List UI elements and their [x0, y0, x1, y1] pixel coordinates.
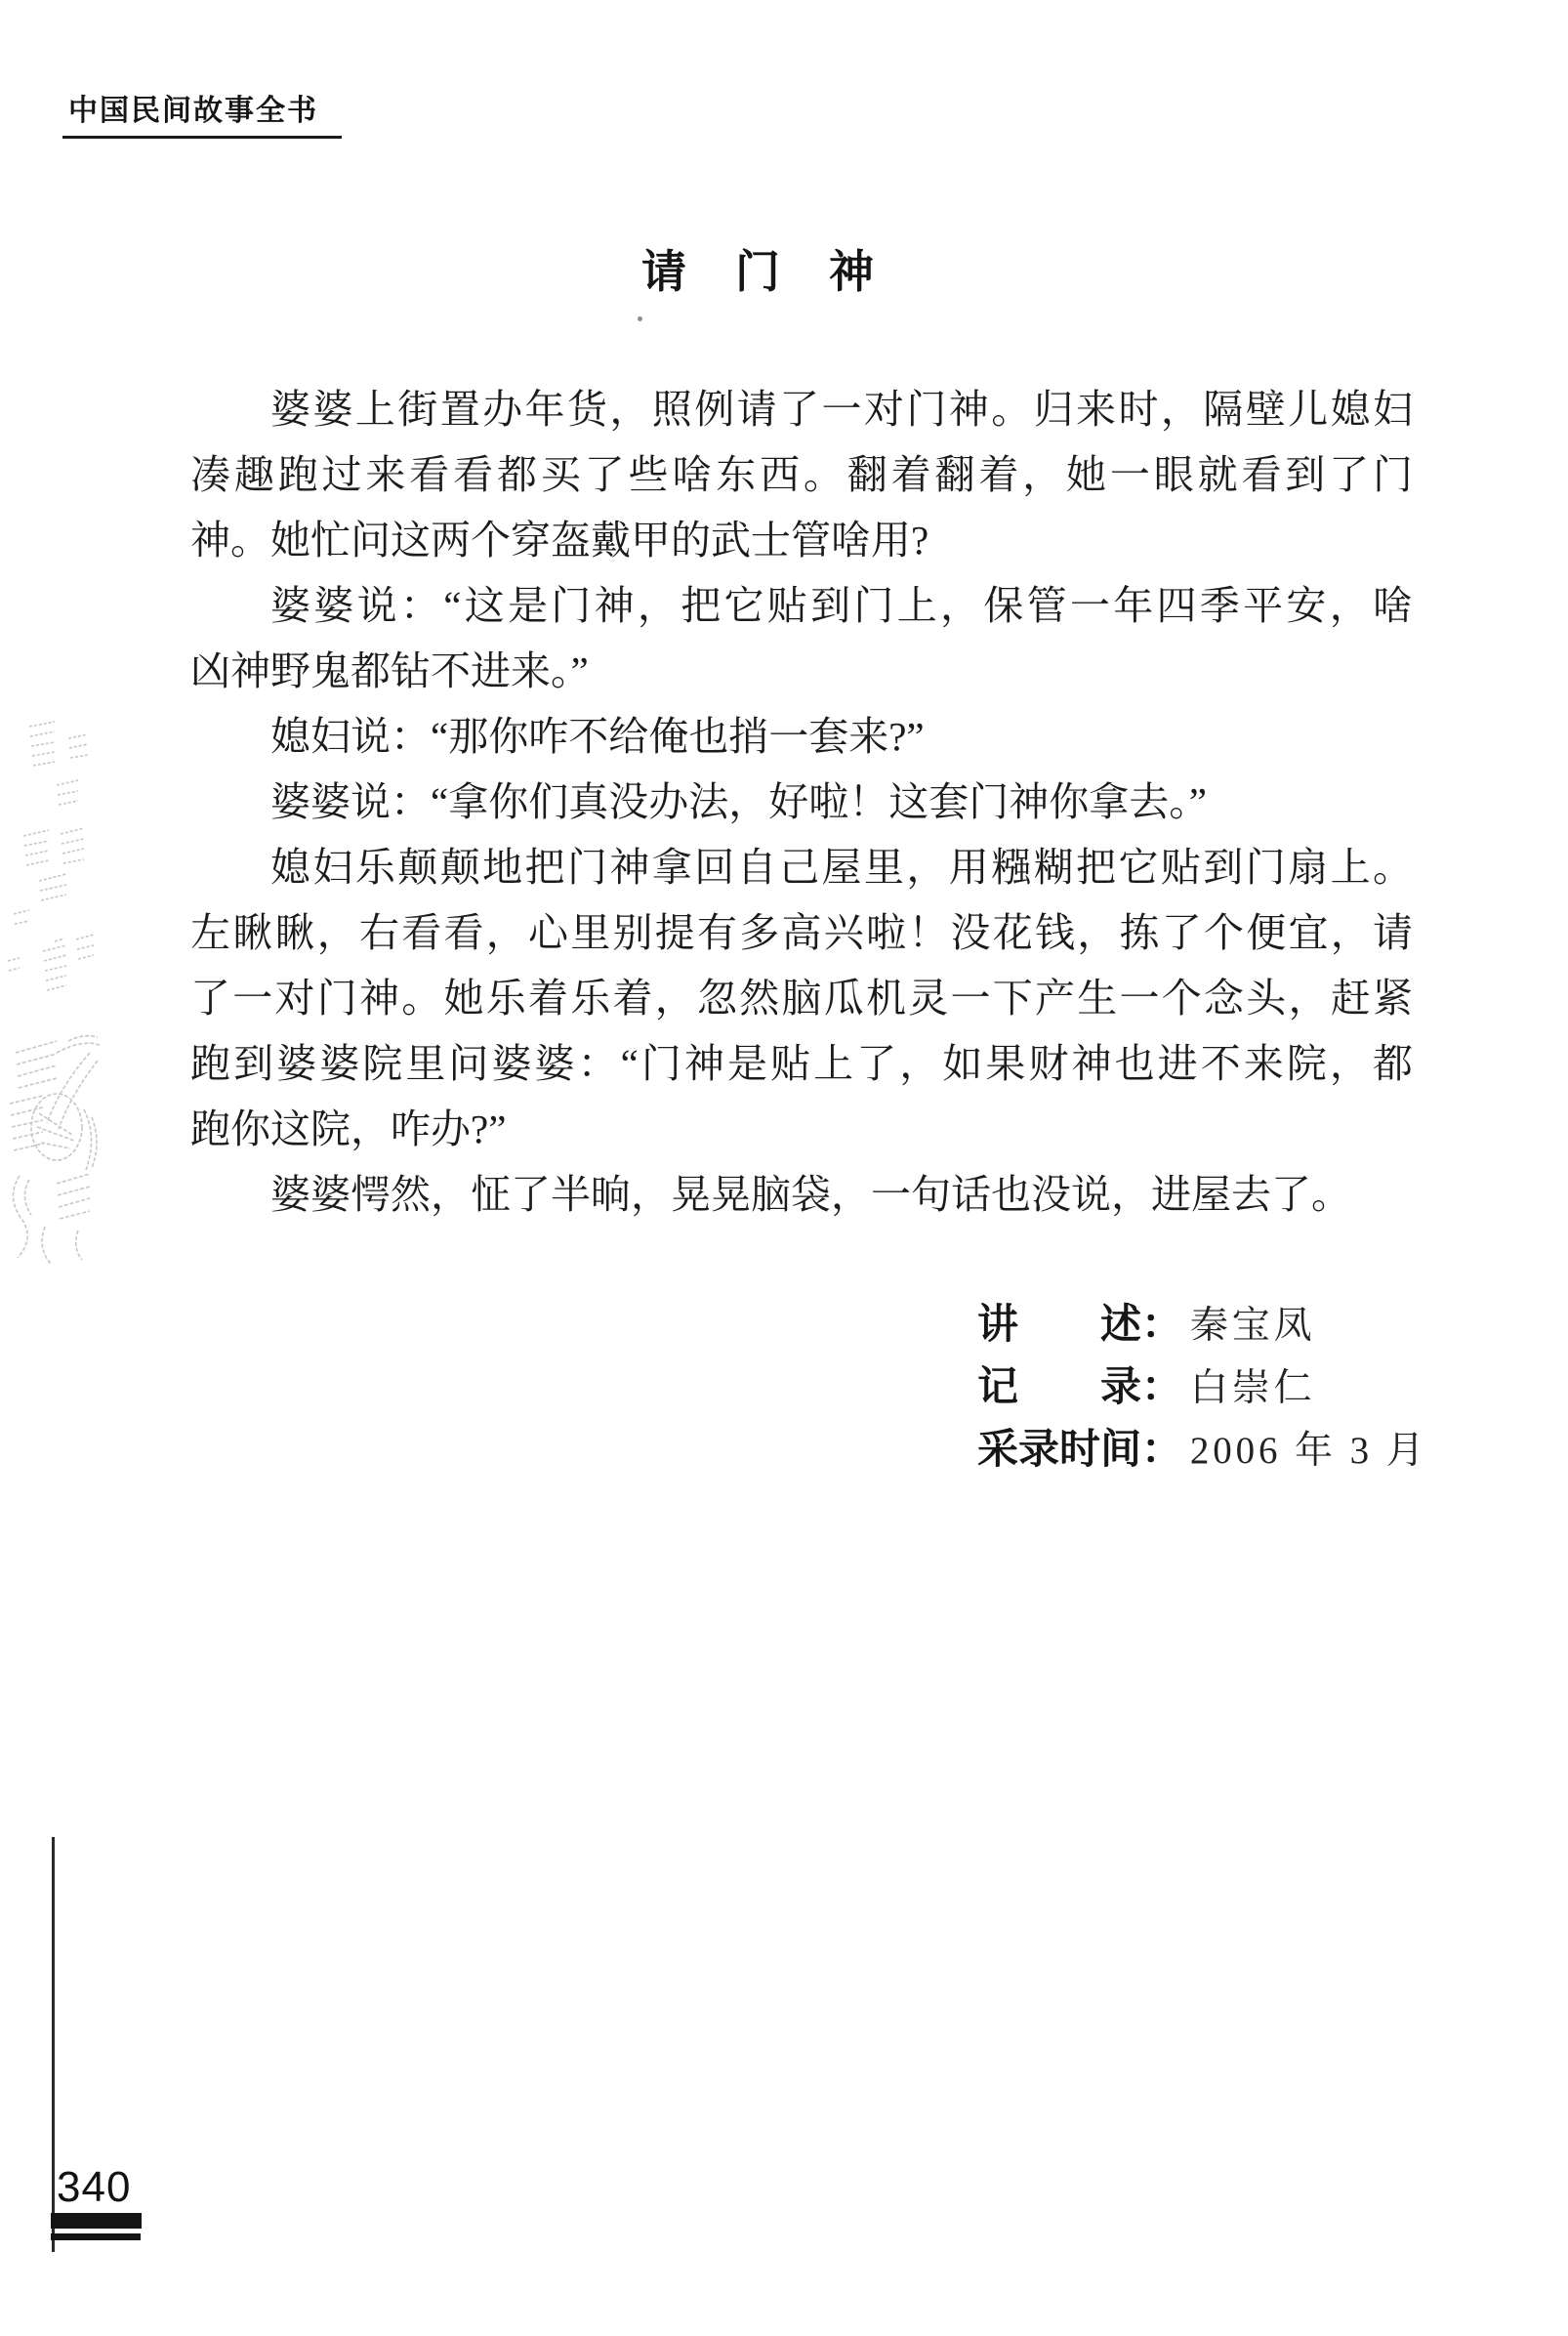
story-body: [190, 377, 1413, 1228]
story-line: 媳妇乐颠颠地把门神拿回自己屋里，用糨糊把它贴到门扇上。: [270, 845, 1413, 890]
story-paragraph: [190, 835, 1413, 1162]
story-paragraph: [190, 1162, 1413, 1228]
footer-bar-thick: [51, 2213, 142, 2229]
story-paragraph: [190, 573, 1413, 704]
attribution-row: [977, 1293, 1428, 1356]
story-line: 跑到婆婆院里问婆婆：“门神是贴上了，如果财神也进不来院，都: [190, 1041, 1413, 1086]
story-paragraph: [190, 377, 1413, 573]
story-line: 媳妇说：“那你咋不给俺也捎一套来?”: [270, 714, 925, 759]
attribution-block: [977, 1293, 1428, 1481]
attribution-row: [977, 1356, 1428, 1418]
attribution-value: 秦宝凤: [1189, 1305, 1316, 1347]
story-line: 跑你这院，咋办?”: [190, 1106, 507, 1151]
crop-mark-line: [52, 1837, 55, 2252]
page-number: 340: [57, 2163, 132, 2211]
story-line: 神。她忙问这两个穿盔戴甲的武士管啥用?: [190, 518, 929, 563]
story-title: 请 门 神: [641, 246, 876, 297]
story-paragraph: [190, 770, 1413, 835]
running-head: 中国民间故事全书: [62, 86, 342, 139]
story-line: 凶神野鬼都钻不进来。”: [190, 648, 589, 693]
attribution-label: 采录时间：: [977, 1426, 1183, 1472]
attribution-row: [977, 1418, 1428, 1481]
story-line: 婆婆上街置办年货，照例请了一对门神。归来时，隔壁儿媳妇: [270, 387, 1413, 432]
scan-artifact-dot: [638, 316, 642, 321]
story-line: 左瞅瞅，右看看，心里别提有多高兴啦！没花钱，拣了个便宜，请: [190, 910, 1413, 955]
attribution-value: 白崇仁: [1189, 1367, 1316, 1409]
story-paragraph: [190, 704, 1413, 770]
story-line: 了一对门神。她乐着乐着，忽然脑瓜机灵一下产生一个念头，赶紧: [190, 976, 1413, 1021]
attribution-label: 记 录：: [977, 1363, 1183, 1409]
attribution-label: 讲 述：: [977, 1301, 1183, 1347]
footer-bar-thin: [51, 2233, 141, 2240]
attribution-value: 2006 年 3 月: [1189, 1430, 1428, 1472]
story-line: 婆婆说：“拿你们真没办法，好啦！这套门神你拿去。”: [270, 779, 1207, 824]
story-line: 婆婆说：“这是门神，把它贴到门上，保管一年四季平安，啥: [270, 583, 1413, 628]
story-line: 婆婆愕然，怔了半晌，晃晃脑袋，一句话也没说，进屋去了。: [270, 1172, 1351, 1217]
left-margin-stamp-artifact: [0, 709, 109, 1272]
story-line: 凑趣跑过来看看都买了些啥东西。翻着翻着，她一眼就看到了门: [190, 452, 1413, 497]
